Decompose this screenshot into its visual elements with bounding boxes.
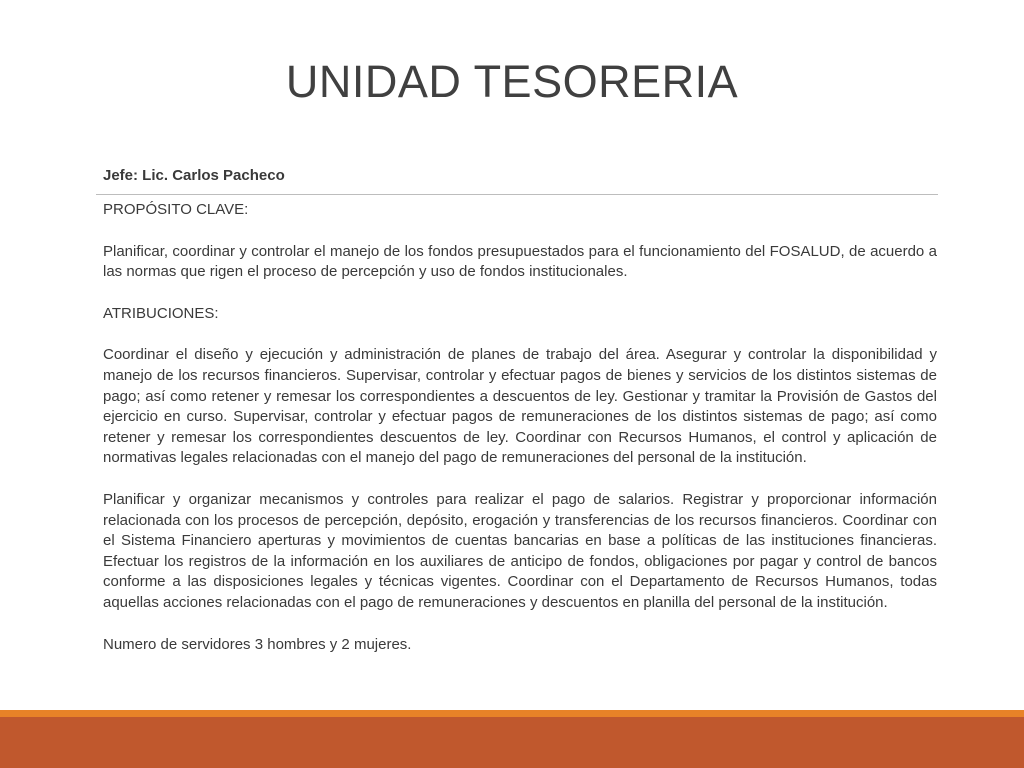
department-head: Jefe: Lic. Carlos Pacheco	[103, 167, 285, 184]
footer-band	[0, 717, 1024, 768]
servidores-text: Numero de servidores 3 hombres y 2 mujeres.	[103, 635, 412, 653]
proposito-heading: PROPÓSITO CLAVE:	[103, 201, 249, 218]
slide-content	[103, 200, 937, 676]
divider	[96, 194, 938, 195]
atribuciones-paragraph-1: Coordinar el diseño y ejecución y administración de planes de trabajo del área. Asegurar y controlar la disponibilidad y manejo de los recursos financieros. Supervisar, controlar y efectuar pagos de bienes y servicios de los distintos sistemas de pago; así como retener y remesar los correspondientes a descuentos de ley. Gestionar y tramitar la Provisión de Gastos del ejercicio en curso. Supervisar, controlar y efectuar pagos de remuneraciones de los distintos sistemas de pago; así como retener y remesar los correspondientes descuentos de ley. Coordinar con Recursos Humanos, el control y aplicación de normativas legales relacionadas con el manejo del pago de remuneraciones del personal de la institución.	[103, 346, 937, 467]
atribuciones-paragraph-2: Planificar y organizar mecanismos y controles para realizar el pago de salarios. Registrar y proporcionar información relacionada con los procesos de percepción, depósito, erogación y transferencias de los recursos financieros. Coordinar con el Sistema Financiero aperturas y movimientos de cuentas bancarias en base a políticas de las instituciones financieras. Efectuar los registros de la información en los auxiliares de anticipo de fondos, obligaciones por pagar y control de bancos conforme a las disposiciones legales y técnicas vigentes. Coordinar con el Departamento de Recursos Humanos, todas aquellas acciones relacionadas con el pago de remuneraciones y descuentos en planilla del personal de la institución.	[103, 490, 937, 611]
slide-title: UNIDAD TESORERIA	[285, 56, 739, 107]
atribuciones-heading: ATRIBUCIONES:	[103, 304, 219, 322]
footer-accent-stripe	[0, 710, 1024, 717]
proposito-text: Planificar, coordinar y controlar el manejo de los fondos presupuestados para el funcionamiento del FOSALUD, de acuerdo a las normas que rigen el proceso de percepción y uso de fondos institucionales.	[103, 242, 937, 281]
